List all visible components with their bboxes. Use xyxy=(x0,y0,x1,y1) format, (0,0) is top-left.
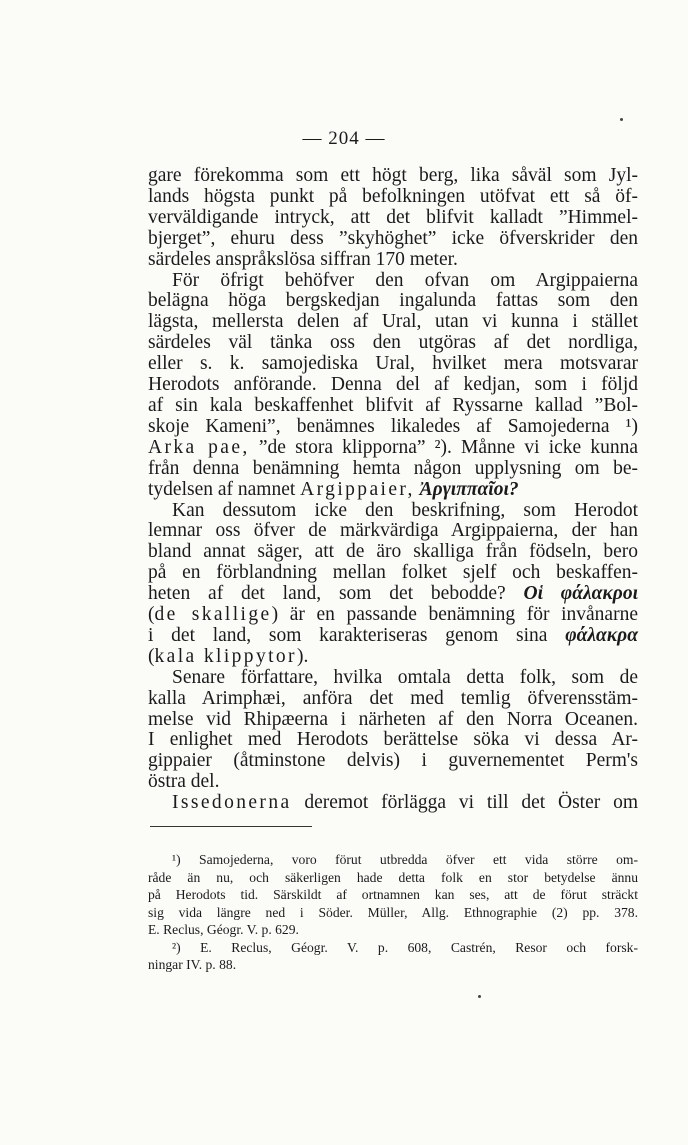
text-run: ). xyxy=(296,645,309,667)
text-line xyxy=(148,375,638,396)
text-run: Kan dessutom icke den beskrifning, som Herodot xyxy=(172,499,638,521)
footnote-line xyxy=(148,886,638,904)
text-line xyxy=(148,438,638,459)
page-number: — 204 — xyxy=(302,128,386,149)
main-text xyxy=(148,166,638,814)
footnote-line xyxy=(148,956,638,974)
text-run: i det land, som karakteriseras genom sina xyxy=(148,624,566,646)
text-run: verväldigande intryck, att det blifvit kalladt ”Himmel- xyxy=(148,206,638,228)
text-run: från denna benämning hemta någon upplysning om be- xyxy=(148,457,638,479)
text-run: kalla Arimphæi, anföra det med temlig öfverensstäm- xyxy=(148,687,638,709)
text-run: I enlighet med Herodots berättelse söka vi dessa Ar- xyxy=(148,729,638,751)
text-line xyxy=(148,333,638,354)
text-run: deremot förlägga vi till det Öster om xyxy=(291,792,638,814)
text-run: Herodots anförande. Denna del af kedjan, som i följd xyxy=(148,374,638,396)
paper-speck xyxy=(620,118,623,121)
text-run: lemnar oss öfver de märkvärdiga Argippaierna, der han xyxy=(148,520,638,542)
text-run: belägna höga bergskedjan ingalunda fattas som den xyxy=(148,290,638,312)
text-line xyxy=(148,542,638,563)
text-line xyxy=(148,208,638,229)
text-line xyxy=(148,584,638,605)
text-run: ( xyxy=(148,604,155,626)
footnote-line xyxy=(148,921,638,939)
greek-term: Οἱ φάλακροι xyxy=(523,583,638,605)
text-run: heten af det land, som det bebodde? xyxy=(148,583,524,605)
text-line xyxy=(148,793,638,814)
text-line xyxy=(148,187,638,208)
text-line xyxy=(148,459,638,480)
text-run: ²) E. Reclus, Géogr. V. p. 608, Castrén, Resor och forsk- xyxy=(172,939,638,955)
text-line xyxy=(148,647,638,668)
text-run: bjerget”, ehuru dess ”skyhöghet” icke öfverskrider den xyxy=(148,227,638,249)
text-line xyxy=(148,521,638,542)
text-run: ningar IV. p. 88. xyxy=(148,957,237,972)
greek-term: φάλακρα xyxy=(565,624,638,646)
footnotes xyxy=(148,851,638,974)
text-line xyxy=(148,166,638,187)
text-line xyxy=(148,605,638,626)
text-run: ”de stora klipporna” ²). Månne vi icke kunna xyxy=(249,436,638,458)
text-run: bland annat säger, att de äro skalliga från födseln, bero xyxy=(148,541,638,563)
text-line xyxy=(148,772,638,793)
text-run: Senare författare, hvilka omtala detta folk, som de xyxy=(172,666,638,688)
greek-term: Ἀργιππαῖοι? xyxy=(414,478,519,500)
text-run: För öfrigt behöfver den ofvan om Argippaierna xyxy=(172,269,638,291)
text-line xyxy=(148,354,638,375)
text-line xyxy=(148,250,638,271)
text-run: ¹) Samojederna, voro förut utbredda öfver ett vida större om- xyxy=(172,852,638,867)
text-line xyxy=(148,668,638,689)
text-run: på Herodots tid. Särskildt af ortnamnen kan ses, att de förut sträckt xyxy=(148,887,638,902)
text-line xyxy=(148,626,638,647)
footnote-line xyxy=(148,904,638,922)
text-run: på en förblandning mellan folket sjelf och beskaffen- xyxy=(148,562,638,584)
text-run: gippaier (åtminstone delvis) i guvernementet Perm's xyxy=(148,750,638,772)
letterspaced-term: Issedonerna xyxy=(172,792,292,814)
text-line xyxy=(148,417,638,438)
text-run: ( xyxy=(148,645,155,667)
letterspaced-term: Arka pae, xyxy=(148,436,250,458)
letterspaced-term: Argippaier, xyxy=(300,478,415,500)
text-run: skoje Kameni”, benämnes likaledes af Samojederna ¹) xyxy=(148,415,638,437)
footnote-line xyxy=(148,851,638,869)
text-line xyxy=(148,480,638,501)
letterspaced-term: de skallige xyxy=(154,604,272,626)
text-run: tydelsen af namnet xyxy=(148,478,301,500)
text-run: särdeles anspråkslösa siffran 170 meter. xyxy=(148,248,458,270)
text-line xyxy=(148,689,638,710)
text-line xyxy=(148,563,638,584)
text-run: E. Reclus, Géogr. V. p. 629. xyxy=(148,922,299,937)
text-line xyxy=(148,229,638,250)
text-line xyxy=(148,396,638,417)
text-run: sig vida längre ned i Söder. Müller, Allg. Ethnographie (2) pp. 378. xyxy=(148,904,638,920)
text-line xyxy=(148,751,638,772)
text-line xyxy=(148,271,638,292)
text-line xyxy=(148,730,638,751)
paper-speck xyxy=(478,995,481,998)
text-line xyxy=(148,291,638,312)
text-run: råde än nu, och säkerligen hade detta folk en stor betydelse ännu xyxy=(148,869,638,885)
footnote-divider xyxy=(150,826,312,827)
text-line xyxy=(148,501,638,522)
footnote-line xyxy=(148,939,638,957)
text-run: östra del. xyxy=(148,771,220,793)
text-run: ) är en passande benämning för invånarne xyxy=(271,604,638,626)
text-run: lands högsta punkt på befolkningen utöfvat ett så öf- xyxy=(148,185,638,207)
text-line xyxy=(148,710,638,731)
footnote-line xyxy=(148,869,638,887)
letterspaced-term: kala klippytor xyxy=(154,645,297,667)
text-run: af sin kala beskaffenhet blifvit af Ryssarne kallad ”Bol- xyxy=(148,394,638,416)
text-run: särdeles väl tänka oss den utgöras af det nordliga, xyxy=(148,332,638,354)
text-line xyxy=(148,312,638,333)
text-run: gare förekomma som ett högt berg, lika såväl som Jyl- xyxy=(148,165,638,186)
text-run: lägsta, mellersta delen af Ural, utan vi kunna i stället xyxy=(148,311,638,333)
text-run: melse vid Rhipæerna i närheten af den Norra Oceanen. xyxy=(148,708,638,730)
text-run: eller s. k. samojediska Ural, hvilket mera motsvarar xyxy=(148,353,638,375)
